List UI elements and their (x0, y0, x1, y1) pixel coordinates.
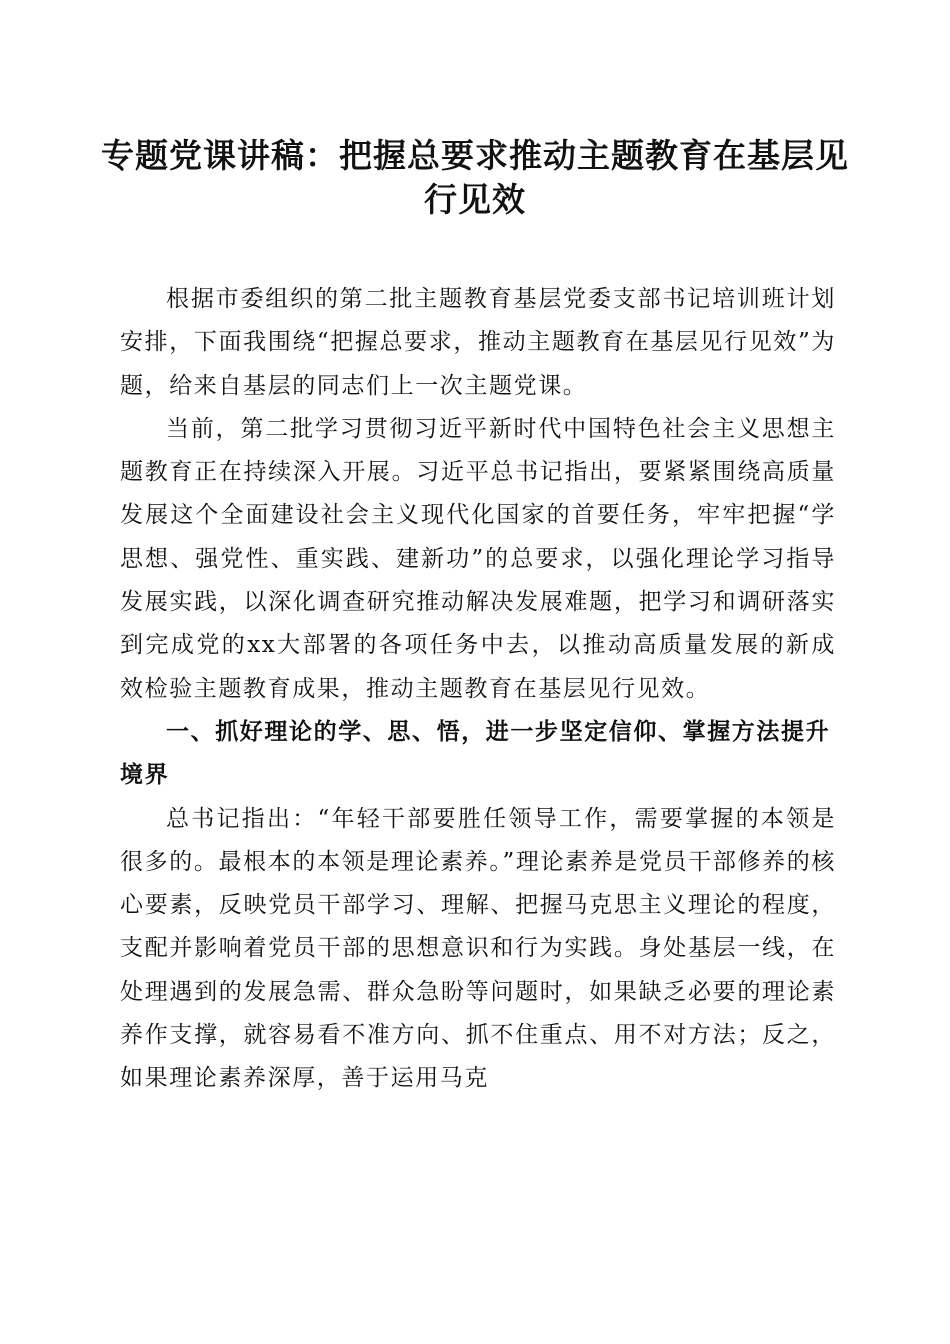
document-body (120, 278, 836, 1101)
section-heading: 一、抓好理论的学、思、悟，进一步坚定信仰、掌握方法提升境界 (120, 718, 831, 789)
paragraph-intro: 根据市委组织的第二批主题教育基层党委支部书记培训班计划安排，下面我围绕“把握总要求，推动主题教育在基层见行见效”为题，给来自基层的同志们上一次主题党课。 (120, 286, 836, 399)
document-title: 专题党课讲稿：把握总要求推动主题教育在基层见行见效 (101, 136, 849, 219)
paragraph-section-one: 总书记指出：“年轻干部要胜任领导工作，需要掌握的本领是很多的。最根本的本领是理论素养。”理论素养是党员干部修养的核心要素，反映党员干部学习、理解、把握马克思主义理论的程度，支配并影响着党员干部的思想意识和行为实践。身处基层一线，在处理遇到的发展急需、群众急盼等问题时，如果缺乏必要的理论素养作支撑，就容易看不准方向、抓不住重点、用不对方法；反之，如果理论素养深厚，善于运用马克 (120, 805, 836, 1092)
paragraph-context: 当前，第二批学习贯彻习近平新时代中国特色社会主义思想主题教育正在持续深入开展。习近平总书记指出，要紧紧围绕高质量发展这个全面建设社会主义现代化国家的首要任务，牢牢把握“学思想、强党性、重实践、建新功”的总要求，以强化理论学习指导发展实践，以深化调查研究推动解决发展难题，把学习和调研落实到完成党的xx大部署的各项任务中去，以推动高质量发展的新成效检验主题教育成果，推动主题教育在基层见行见效。 (120, 415, 836, 702)
